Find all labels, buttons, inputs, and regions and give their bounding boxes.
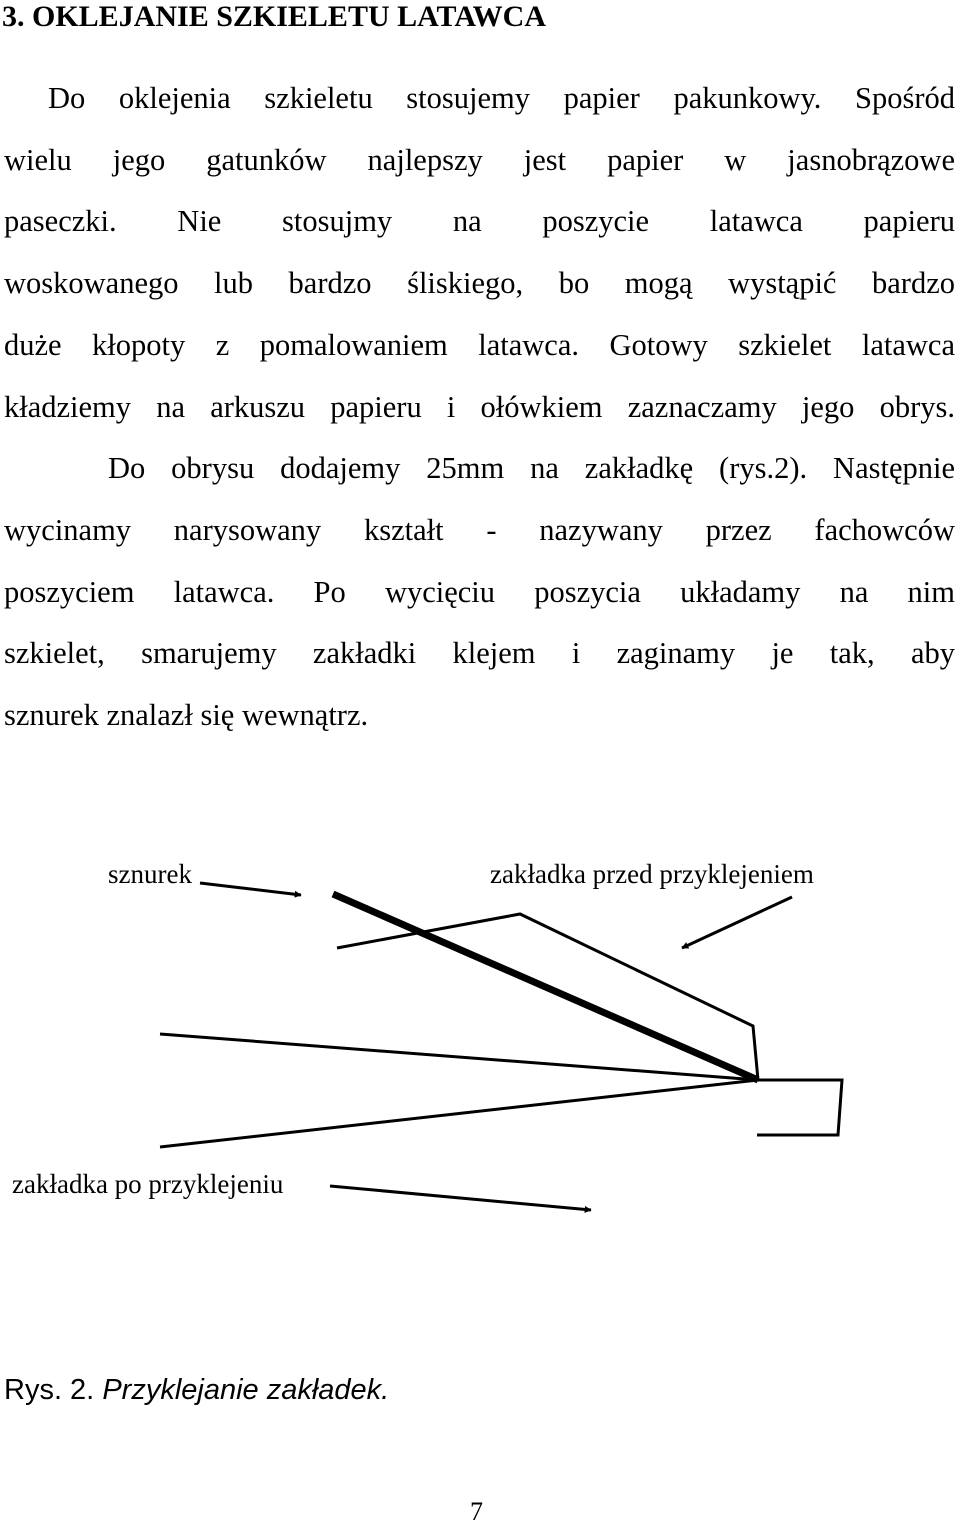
arrow-to-flap-after xyxy=(330,1186,591,1210)
text-line: Do obrysu dodajemy 25mm na zakładkę (rys.2). Następnie xyxy=(108,451,955,485)
text-line: wielu jego gatunków najlepszy jest papier w jasnobrązowe xyxy=(4,143,955,177)
text-line: szkielet, smarujemy zakładki klejem i zaginamy je tak, aby xyxy=(4,636,955,670)
figure-caption xyxy=(4,1370,389,1410)
caption-title: Przyklejanie zakładek. xyxy=(102,1374,390,1406)
section-heading: 3. OKLEJANIE SZKIELETU LATAWCA xyxy=(2,0,547,33)
text-line: kładziemy na arkuszu papieru i ołówkiem zaznaczamy jego obrys. xyxy=(4,390,955,424)
text-line: wycinamy narysowany kształt - nazywany przez fachowców xyxy=(4,513,955,547)
page-number: 7 xyxy=(470,1497,483,1526)
text-line: duże kłopoty z pomalowaniem latawca. Gotowy szkielet latawca xyxy=(4,328,955,362)
label-string: sznurek xyxy=(108,859,192,889)
label-flap-after: zakładka po przyklejeniu xyxy=(12,1169,284,1199)
caption-prefix: Rys. 2. xyxy=(4,1374,95,1406)
flap-after-outline xyxy=(757,1080,842,1135)
frame-line-bottom xyxy=(160,1080,758,1147)
text-line: woskowanego lub bardzo śliskiego, bo mogą wystąpić bardzo xyxy=(4,266,955,300)
arrow-to-string xyxy=(200,883,301,895)
arrow-to-flap-before xyxy=(682,897,792,948)
text-line: Do oklejenia szkieletu stosujemy papier pakunkowy. Spośród xyxy=(48,81,955,115)
text-line: paseczki. Nie stosujmy na poszycie latawca papieru xyxy=(4,204,955,238)
text-line: sznurek znalazł się wewnątrz. xyxy=(4,698,369,732)
figure-flap-gluing xyxy=(0,820,960,1240)
text-line: poszyciem latawca. Po wycięciu poszycia układamy na nim xyxy=(4,575,955,609)
label-flap-before: zakładka przed przyklejeniem xyxy=(490,859,814,889)
